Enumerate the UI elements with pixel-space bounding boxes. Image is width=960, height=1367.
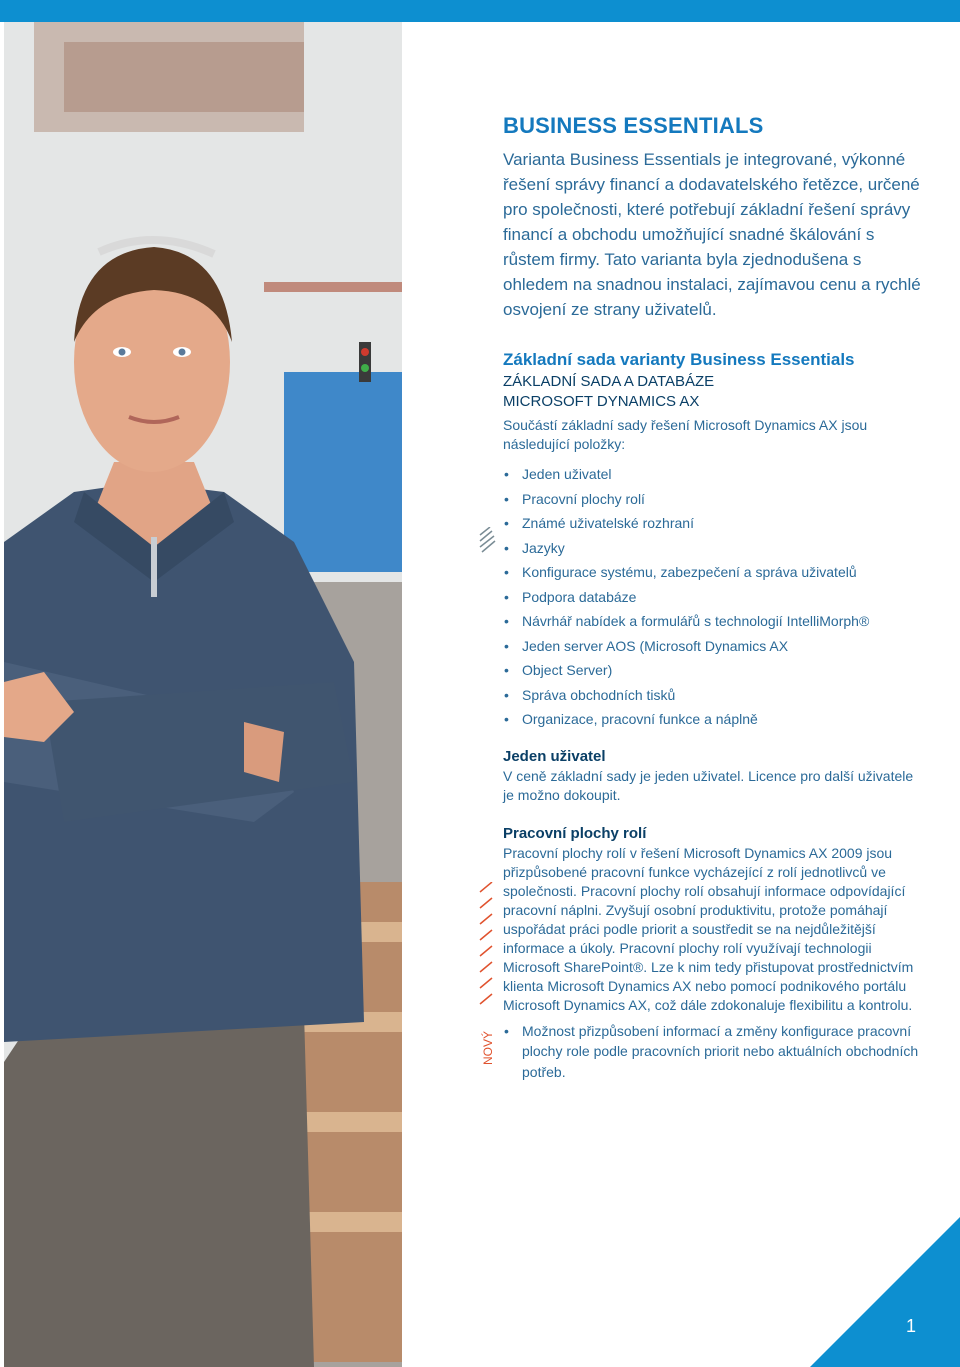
list-item: • Správa obchodních tisků	[503, 685, 923, 706]
list-item: • Podpora databáze	[503, 587, 923, 608]
single-user-text: V ceně základní sady je jeden uživatel. Licence pro další uživatele je možno dokoupit.	[503, 767, 914, 803]
hatch-marks-icon	[478, 527, 498, 553]
role-centers-title: Pracovní plochy rolí	[503, 824, 647, 842]
list-item: • Jeden uživatel	[503, 464, 923, 485]
list-item: • Object Server)	[503, 660, 923, 681]
intro-paragraph: Varianta Business Essentials je integrované, výkonné řešení správy financí a dodavatelského řetězce, určené pro společnosti, které potřebují základní řešení správy financí a obchodu umožňující snadné škálování s růstem firmy. Tato varianta byla zjednodušena s ohledem na snadnou instalaci, zajímavou cenu a rychlé osvojení ze strany uživatelů.	[503, 150, 921, 319]
list-item: • Jeden server AOS (Microsoft Dynamics AX	[503, 636, 923, 657]
list-item: • Jazyky	[503, 538, 923, 559]
new-label: NOVÝ	[481, 1030, 495, 1065]
list-item: • Pracovní plochy rolí	[503, 489, 923, 510]
single-user-title: Jeden uživatel	[503, 747, 606, 765]
hero-photo	[4, 22, 402, 1367]
list-item: • Konfigurace systému, zabezpečení a správa uživatelů	[503, 562, 923, 583]
list-item: • Možnost přizpůsobení informací a změny konfigurace pracovní plochy role podle pracovních priorit nebo aktuálních obchodních potřeb.	[503, 1021, 923, 1083]
main-content	[503, 113, 923, 1086]
top-accent-bar	[0, 0, 960, 22]
basic-set-list	[503, 464, 923, 730]
page-number: 1	[905, 1316, 916, 1336]
basic-set-title: Základní sada varianty Business Essentials	[503, 350, 855, 369]
man-in-sweater-icon	[4, 22, 402, 1367]
new-hatch-marks-icon	[478, 882, 498, 1042]
page-corner-triangle-icon	[810, 1217, 960, 1367]
list-item: • Známé uživatelské rozhraní	[503, 513, 923, 534]
basic-set-caps-line-1: ZÁKLADNÍ SADA A DATABÁZE	[503, 373, 715, 390]
role-centers-list	[503, 1021, 923, 1083]
basic-set-description: Součástí základní sady řešení Microsoft Dynamics AX jsou následující položky:	[503, 417, 868, 452]
role-centers-text: Pracovní plochy rolí v řešení Microsoft Dynamics AX 2009 jsou přizpůsobené pracovní funkce vycházející z rolí jednotlivců ve společnosti. Pracovní plochy rolí obsahují informace odpovídající pracovní náplni. Zvyšují osobní produktivitu, protože pomáhají uspořádat práci podle priorit a soustředit se na nejdůležitější informace a úkoly. Pracovní plochy rolí využívají technologii Microsoft SharePoint®. Lze k nim tedy přistupovat prostřednictvím klienta Microsoft Dynamics AX nebo pomocí podnikového portálu Microsoft Dynamics AX, což dále zdokonaluje flexibilitu a kontrolu.	[503, 844, 914, 1013]
list-item: • Organizace, pracovní funkce a náplně	[503, 709, 923, 730]
basic-set-caps-line-2: MICROSOFT DYNAMICS AX	[503, 393, 700, 410]
section-title: BUSINESS ESSENTIALS	[503, 113, 764, 138]
list-item: • Návrhář nabídek a formulářů s technologií IntelliMorph®	[503, 611, 923, 632]
